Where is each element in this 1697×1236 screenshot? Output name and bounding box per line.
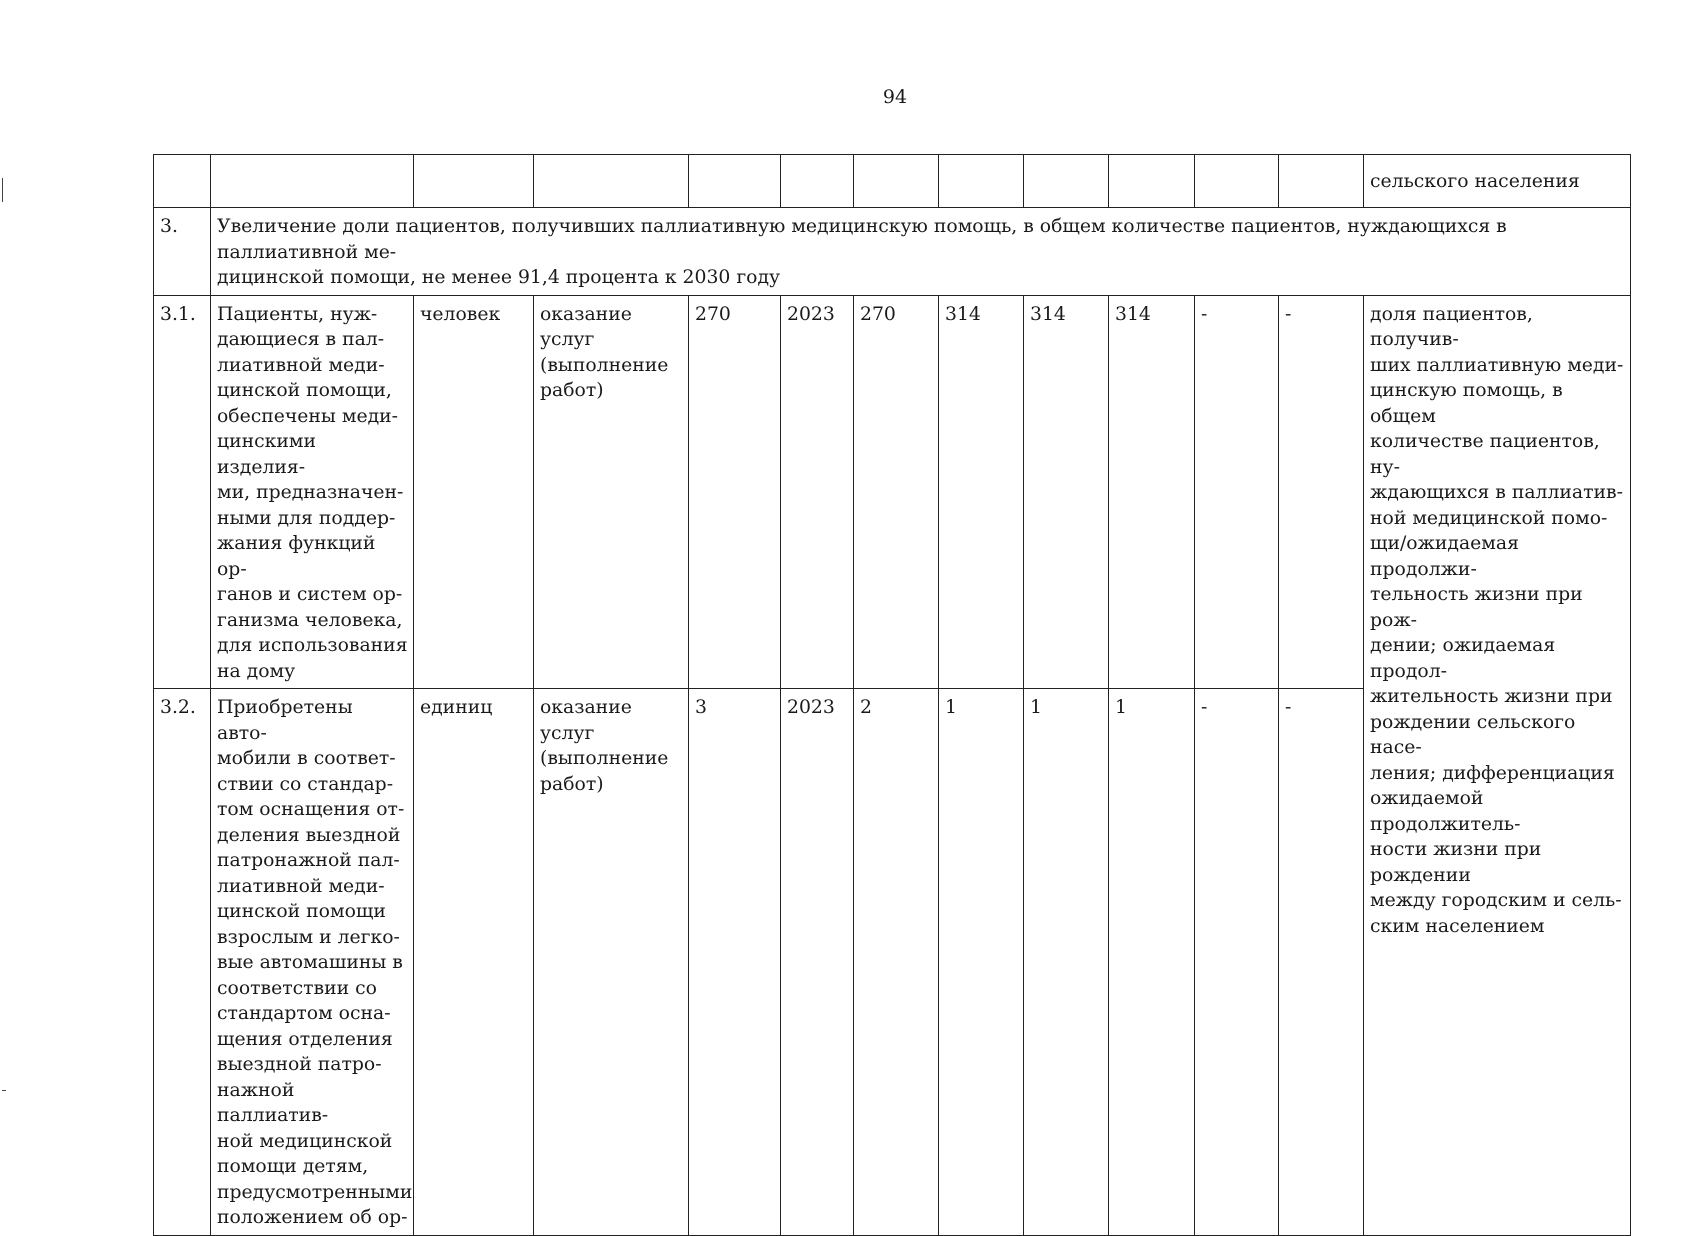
cell-y6 — [1279, 155, 1364, 208]
section-number: 3. — [154, 208, 211, 296]
continuation-row — [154, 155, 1631, 208]
page-number: 94 — [882, 86, 908, 108]
row-y1: 2 — [854, 689, 939, 1236]
row-type: оказание услуг (выполнение работ) — [534, 295, 689, 689]
row-y4: 1 — [1109, 689, 1195, 1236]
row-name: Пациенты, нуж- дающиеся в пал- лиативной меди- цинской помощи, обеспечены меди- цинскими изделия- ми, предназначен- ными для поддер- жания функций ор- ганов и систем ор- ганизма человека, для использования на дому — [211, 295, 414, 689]
cell-type — [534, 155, 689, 208]
row-type: оказание услуг (выполнение работ) — [534, 689, 689, 1236]
row-y2: 314 — [939, 295, 1024, 689]
cell-indicator-note: сельского населения — [1364, 155, 1631, 208]
row-number: 3.2. — [154, 689, 211, 1236]
margin-mark — [2, 1090, 6, 1091]
row-y6: - — [1279, 295, 1364, 689]
row-y6: - — [1279, 689, 1364, 1236]
row-y4: 314 — [1109, 295, 1195, 689]
cell-unit — [414, 155, 534, 208]
cell-y4 — [1109, 155, 1195, 208]
cell-y2 — [939, 155, 1024, 208]
cell-y1 — [854, 155, 939, 208]
cell-base-year — [781, 155, 854, 208]
cell-num — [154, 155, 211, 208]
row-y3: 314 — [1024, 295, 1109, 689]
row-name: Приобретены авто- мобили в соответ- ствии со стандар- том оснащения от- деления выездной патронажной пал- лиативной меди- цинской помощи взрослым и легко- вые автомашины в соответствии со стандартом осна- щения отделения выездной патро- нажной паллиатив- ной медицинской помощи детям, предусмотренными положением об ор- — [211, 689, 414, 1236]
row-y2: 1 — [939, 689, 1024, 1236]
cell-y3 — [1024, 155, 1109, 208]
row-y5: - — [1195, 689, 1279, 1236]
row-indicator-note: доля пациентов, получив- ших паллиативную меди- цинскую помощь, в общем количестве пациентов, ну- ждающихся в паллиатив- ной медицинской помо- щи/ожидаемая продолжи- тельность жизни при рож- дении; ожидаемая продол- жительность жизни при рождении сельского насе- ления; дифференциация ожидаемой продолжитель- ности жизни при рождении между городским и сель- ским населением — [1364, 295, 1631, 1235]
row-number: 3.1. — [154, 295, 211, 689]
cell-y5 — [1195, 155, 1279, 208]
row-base-year: 2023 — [781, 295, 854, 689]
cell-base-value — [689, 155, 781, 208]
row-base-value: 270 — [689, 295, 781, 689]
margin-mark — [2, 178, 3, 202]
results-table — [153, 154, 1631, 1236]
section-row — [154, 208, 1631, 296]
row-base-value: 3 — [689, 689, 781, 1236]
row-y1: 270 — [854, 295, 939, 689]
row-unit: человек — [414, 295, 534, 689]
row-unit: единиц — [414, 689, 534, 1236]
row-y5: - — [1195, 295, 1279, 689]
cell-name — [211, 155, 414, 208]
row-y3: 1 — [1024, 689, 1109, 1236]
table-row — [154, 295, 1631, 689]
row-base-year: 2023 — [781, 689, 854, 1236]
section-title: Увеличение доли пациентов, получивших паллиативную медицинскую помощь, в общем количестве пациентов, нуждающихся в паллиативной ме- дицинской помощи, не менее 91,4 процента к 2030 году — [211, 208, 1631, 296]
